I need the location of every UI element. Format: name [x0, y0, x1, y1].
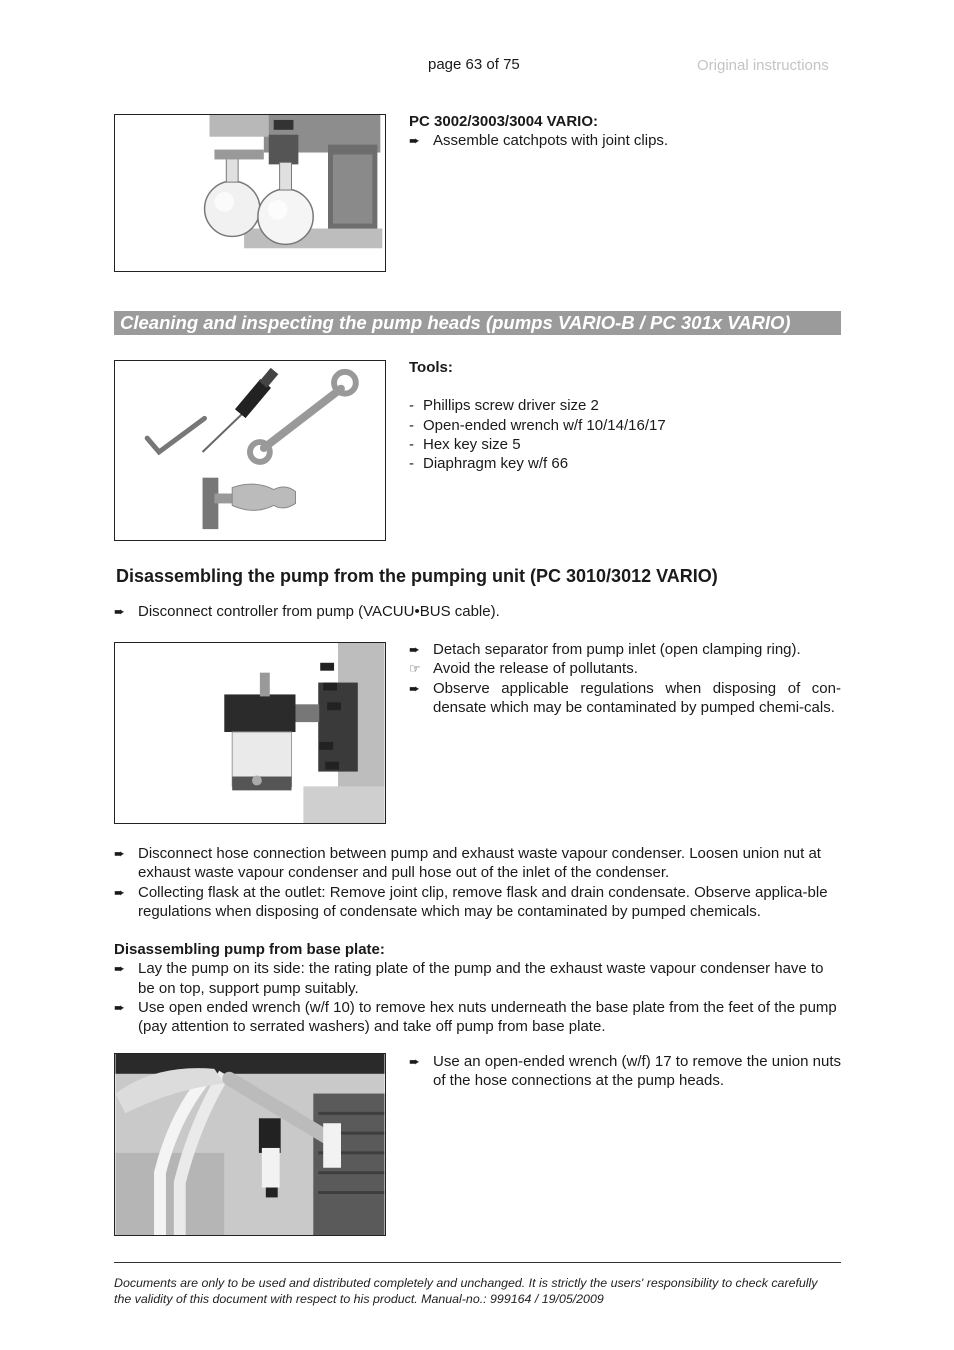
union-nuts-text: Use an open-ended wrench (w/f) 17 to remove the union nuts of the hose connections at the pump heads.	[433, 1053, 841, 1090]
list-item	[409, 131, 839, 150]
union-nuts-section	[409, 1052, 841, 1091]
separator-text: Detach separator from pump inlet (open clamping ring).	[433, 641, 801, 658]
separator-photo	[114, 642, 386, 824]
list-item	[114, 998, 841, 1037]
tool-text: Phillips screw driver size 2	[423, 397, 599, 415]
arrow-right-icon: ➨	[114, 961, 125, 977]
footer-divider	[114, 1262, 841, 1263]
arrow-right-icon: ➨	[409, 1054, 420, 1069]
base-plate-section	[114, 940, 841, 1036]
separator-section	[409, 640, 841, 717]
tools-section	[409, 358, 839, 473]
pointing-hand-icon: ☞	[409, 661, 421, 677]
list-item	[409, 679, 841, 718]
list-item	[409, 659, 841, 678]
arrow-right-icon: ➨	[409, 133, 420, 149]
tool-text: Hex key size 5	[423, 435, 521, 453]
arrow-right-icon: ➨	[114, 884, 125, 900]
list-item: - Diaphragm key w/f 66	[409, 455, 569, 473]
list-item	[114, 959, 841, 998]
hose-text: Disconnect hose connection between pump and exhaust waste vapour condenser. Loosen union nut at exhaust waste vapour condenser and pull hose out of the inlet of the condenser.	[138, 845, 821, 882]
arrow-right-icon: ➨	[409, 642, 420, 657]
list-item: - Open-ended wrench w/f 10/14/16/17	[409, 416, 666, 434]
base-plate-text: Use open ended wrench (w/f 10) to remove hex nuts underneath the base plate from the feet of the pump (pay attention to serrated washers) and take off pump from base plate.	[138, 998, 837, 1036]
list-item	[114, 844, 841, 883]
hose-text: Collecting flask at the outlet: Remove joint clip, remove flask and drain condensate. Observe applica-ble regulations when disposing of condensate which may be contaminated by pumped chemicals.	[138, 883, 828, 920]
catchpots-section	[409, 112, 839, 151]
arrow-right-icon: ➨	[409, 680, 420, 696]
page-number: page 63 of 75	[428, 56, 520, 73]
tools-photo	[114, 360, 386, 541]
doc-label: Original instructions	[697, 57, 829, 74]
section-heading: Disassembling the pump from the pumping unit (PC 3010/3012 VARIO)	[116, 566, 718, 586]
footer-line: the validity of this document with respect to his product. Manual-no.: 999164 / 19/05/2009	[114, 1292, 604, 1306]
catchpots-photo	[114, 114, 386, 272]
arrow-right-icon: ➨	[114, 846, 125, 861]
list-item: - Hex key size 5	[409, 435, 521, 453]
base-plate-title: Disassembling pump from base plate:	[114, 941, 385, 958]
hose-section	[114, 844, 841, 921]
list-item	[409, 1052, 841, 1091]
intro-item	[114, 602, 841, 621]
tool-text: Open-ended wrench w/f 10/14/16/17	[423, 416, 666, 434]
intro-text: Disconnect controller from pump (VACUU•BUS cable).	[138, 603, 500, 620]
tool-text: Diaphragm key w/f 66	[423, 455, 569, 473]
list-item	[114, 883, 841, 922]
catchpots-item-text: Assemble catchpots with joint clips.	[433, 132, 669, 150]
section-banner: Cleaning and inspecting the pump heads (pumps VARIO-B / PC 301x VARIO)	[114, 311, 841, 335]
arrow-right-icon: ➨	[114, 999, 125, 1015]
footer-note	[114, 1275, 842, 1307]
footer-line: Documents are only to be used and distributed completely and unchanged. It is strictly the users' responsibility to check carefully	[114, 1276, 818, 1290]
arrow-right-icon: ➨	[114, 604, 125, 619]
union-nuts-photo	[114, 1053, 386, 1236]
tools-title: Tools:	[409, 359, 453, 376]
separator-text: Avoid the release of pollutants.	[433, 660, 638, 678]
base-plate-text: Lay the pump on its side: the rating plate of the pump and the exhaust waste vapour condenser have to be on top, support pump suitably.	[138, 960, 824, 997]
catchpots-title: PC 3002/3003/3004 VARIO:	[409, 113, 599, 130]
list-item	[409, 640, 841, 659]
separator-text: Observe applicable regulations when disposing of con-densate which may be contaminated by pumped chemi-cals.	[433, 679, 841, 716]
list-item: - Phillips screw driver size 2	[409, 397, 599, 415]
